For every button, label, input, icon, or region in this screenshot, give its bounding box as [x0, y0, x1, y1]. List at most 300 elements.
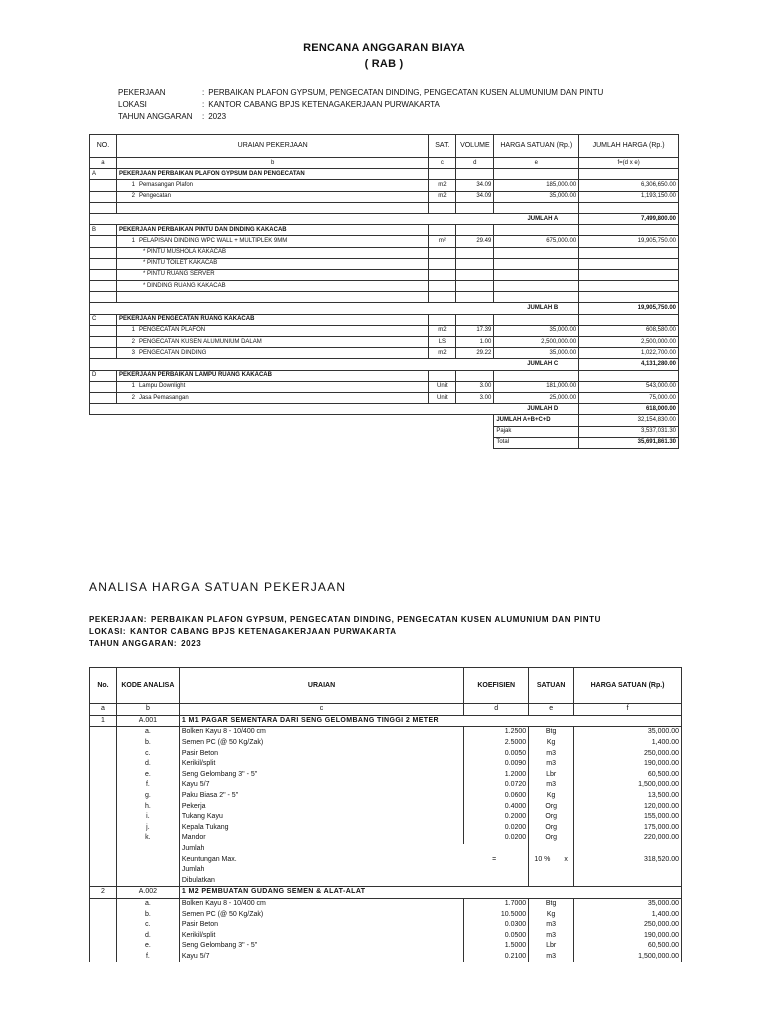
table-cell: HARGA SATUAN (Rp.) — [494, 135, 579, 158]
table-cell — [90, 909, 117, 920]
table-cell — [116, 381, 428, 392]
table-cell: b — [116, 704, 179, 716]
rab-table — [89, 134, 679, 449]
table-cell: 1.2500 — [464, 727, 529, 738]
table-row — [90, 727, 682, 738]
table-cell: m3 — [529, 759, 574, 770]
table-cell: No. — [90, 668, 117, 704]
table-cell: 1.5000 — [464, 941, 529, 952]
table-cell: 608,580.00 — [579, 325, 679, 336]
table-cell — [90, 247, 117, 258]
subtotal-row — [90, 303, 679, 314]
table-cell: d — [456, 158, 494, 169]
table-cell — [90, 437, 494, 448]
table-cell: Semen PC (@ 50 Kg/Zak) — [179, 909, 463, 920]
table-cell — [579, 292, 679, 303]
table-row — [90, 236, 679, 247]
subtotal-row — [90, 359, 679, 370]
table-cell — [579, 202, 679, 213]
table-cell: PEKERJAAN PENGECATAN RUANG KAKACAB — [116, 314, 428, 325]
table-row — [90, 180, 679, 191]
table-cell: Mandor — [179, 833, 463, 844]
table-cell — [90, 727, 117, 738]
table-cell — [116, 865, 179, 876]
table-cell — [90, 337, 117, 348]
table-cell — [494, 314, 579, 325]
table-row — [90, 191, 679, 202]
item-desc: PELAPISAN DINDING WPC WALL + MULTIPLEK 9MM — [138, 237, 288, 244]
item-number: 1 — [131, 181, 135, 188]
item-desc: Pengecatan — [138, 193, 171, 200]
table-cell: 155,000.00 — [574, 812, 682, 823]
table-cell: 250,000.00 — [574, 748, 682, 759]
summary-row — [90, 426, 679, 437]
footer-equals: = — [492, 855, 497, 863]
table-cell: 1 M2 PEMBUATAN GUDANG SEMEN & ALAT-ALAT — [179, 887, 681, 899]
table-cell: 0.2000 — [464, 812, 529, 823]
table-cell: 185,000.00 — [494, 180, 579, 191]
meta-label: TAHUN ANGGARAN — [89, 639, 174, 648]
table-cell — [116, 258, 428, 269]
summary-row — [90, 415, 679, 426]
table-cell: 60,500.00 — [574, 941, 682, 952]
table-cell: A.001 — [116, 715, 179, 727]
table-row — [90, 337, 679, 348]
table-cell: Lbr — [529, 770, 574, 781]
table-cell — [429, 314, 456, 325]
table-cell: 1,400.00 — [574, 738, 682, 749]
table-cell: Semen PC (@ 50 Kg/Zak) — [179, 738, 463, 749]
table-cell — [579, 269, 679, 280]
table-cell: PEKERJAAN PERBAIKAN LAMPU RUANG KAKACAB — [116, 370, 428, 381]
table-row — [90, 823, 682, 834]
table-cell — [90, 770, 117, 781]
table-cell: Total — [494, 437, 579, 448]
table-cell — [90, 348, 117, 359]
meta-separator: : — [202, 100, 205, 109]
item-number: 1 — [131, 237, 135, 244]
table-cell: m² — [429, 236, 456, 247]
table-cell: Kayu 5/7 — [179, 952, 463, 963]
table-cell — [90, 258, 117, 269]
table-header-row — [90, 668, 682, 704]
table-cell — [456, 247, 494, 258]
table-cell: 220,000.00 — [574, 833, 682, 844]
table-cell: NO. — [90, 135, 117, 158]
table-cell: 4,131,280.00 — [579, 359, 679, 370]
ahs-table — [89, 667, 682, 962]
table-row — [90, 348, 679, 359]
table-cell: 1,500,000.00 — [574, 780, 682, 791]
table-cell — [90, 269, 117, 280]
table-cell — [90, 236, 117, 247]
item-desc: PENGECATAN DINDING — [138, 349, 207, 356]
meta-label: PEKERJAAN — [89, 615, 144, 624]
table-cell: Kg — [529, 738, 574, 749]
table-cell — [494, 269, 579, 280]
table-cell: PEKERJAAN PERBAIKAN PLAFON GYPSUM DAN PENGECATAN — [116, 169, 428, 180]
table-cell: c. — [116, 920, 179, 931]
table-cell: 1,400.00 — [574, 909, 682, 920]
table-cell — [529, 876, 574, 887]
table-cell — [90, 812, 117, 823]
table-cell — [90, 876, 117, 887]
meta-row — [89, 614, 601, 626]
footer-desc: Jumlah — [181, 866, 205, 874]
item-desc: Pemasangan Plafon — [138, 181, 193, 188]
table-cell: LS — [429, 337, 456, 348]
table-cell — [529, 854, 574, 865]
table-cell: m2 — [429, 348, 456, 359]
table-cell: 3.00 — [456, 392, 494, 403]
table-row — [90, 325, 679, 336]
meta-label: TAHUN ANGGARAN — [118, 112, 193, 121]
table-cell: 1 — [90, 715, 117, 727]
section-row — [90, 225, 679, 236]
table-cell: 35,000.00 — [494, 325, 579, 336]
table-cell: 1,193,150.00 — [579, 191, 679, 202]
table-cell: Lbr — [529, 941, 574, 952]
table-cell: a. — [116, 727, 179, 738]
item-desc: * PINTU TOILET KAKACAB — [142, 260, 218, 267]
table-cell — [494, 169, 579, 180]
table-cell — [90, 759, 117, 770]
meta-row — [89, 638, 601, 650]
table-cell — [579, 169, 679, 180]
table-cell: c — [179, 704, 463, 716]
table-cell: SATUAN — [529, 668, 574, 704]
table-cell — [90, 191, 117, 202]
table-row — [90, 780, 682, 791]
table-cell: Org — [529, 812, 574, 823]
table-cell: 2 — [90, 887, 117, 899]
table-cell — [574, 844, 682, 855]
table-cell — [579, 247, 679, 258]
table-cell: 35,000.00 — [574, 727, 682, 738]
blank-row — [90, 202, 679, 213]
table-cell — [579, 370, 679, 381]
table-row — [90, 738, 682, 749]
item-number: 1 — [131, 327, 135, 334]
table-cell — [456, 202, 494, 213]
table-cell: m3 — [529, 748, 574, 759]
table-cell — [116, 191, 428, 202]
table-cell — [456, 169, 494, 180]
table-cell — [456, 269, 494, 280]
item-number: 1 — [131, 383, 135, 390]
table-cell: JUMLAH A — [90, 213, 579, 224]
table-cell: Unit — [429, 381, 456, 392]
table-row — [90, 748, 682, 759]
table-cell — [179, 854, 528, 865]
table-cell: JUMLAH A+B+C+D — [494, 415, 579, 426]
table-cell — [429, 225, 456, 236]
table-cell: 25,000.00 — [494, 392, 579, 403]
meta-row — [89, 626, 601, 638]
table-cell — [494, 292, 579, 303]
footer-row — [90, 865, 682, 876]
table-cell — [90, 844, 117, 855]
table-cell: 32,154,830.00 — [579, 415, 679, 426]
table-cell — [429, 292, 456, 303]
table-cell — [90, 952, 117, 963]
table-cell: Seng Gelombang 3" - 5" — [179, 770, 463, 781]
item-number: 2 — [131, 338, 135, 345]
table-row — [90, 941, 682, 952]
table-cell: b. — [116, 738, 179, 749]
table-row — [90, 258, 679, 269]
table-cell: 1.2000 — [464, 770, 529, 781]
table-cell — [90, 325, 117, 336]
table-cell: f — [574, 704, 682, 716]
table-cell — [116, 202, 428, 213]
table-cell — [90, 865, 117, 876]
table-cell: Kerikil/split — [179, 759, 463, 770]
table-cell — [90, 930, 117, 941]
table-cell — [494, 202, 579, 213]
table-cell: Pekerja — [179, 801, 463, 812]
table-cell — [116, 348, 428, 359]
table-code-row — [90, 704, 682, 716]
footer-percent: 10 % — [534, 855, 551, 863]
table-cell: 35,000.00 — [574, 898, 682, 909]
table-cell: Kg — [529, 791, 574, 802]
table-cell: 175,000.00 — [574, 823, 682, 834]
table-row — [90, 952, 682, 963]
table-cell: Bolken Kayu 8 - 10/400 cm — [179, 727, 463, 738]
table-row — [90, 801, 682, 812]
table-cell — [90, 791, 117, 802]
table-cell: 318,520.00 — [574, 854, 682, 865]
table-cell: 19,905,750.00 — [579, 236, 679, 247]
table-cell: 543,000.00 — [579, 381, 679, 392]
meta-value: 2023 — [208, 112, 227, 121]
table-cell: Kg — [529, 909, 574, 920]
item-desc: Jasa Pemasangan — [138, 394, 189, 401]
meta-row — [118, 99, 603, 111]
table-cell — [116, 281, 428, 292]
rab-subtitle: ( RAB ) — [364, 58, 404, 70]
group-row — [90, 715, 682, 727]
table-cell: 0.0200 — [464, 833, 529, 844]
table-cell — [579, 225, 679, 236]
table-code-row — [90, 158, 679, 169]
item-desc: PENGECATAN PLAFON — [138, 327, 206, 334]
table-cell — [116, 247, 428, 258]
table-cell — [494, 281, 579, 292]
table-cell — [116, 854, 179, 865]
table-row — [90, 281, 679, 292]
table-cell: m2 — [429, 325, 456, 336]
table-cell: 0.2100 — [464, 952, 529, 963]
item-number: 2 — [131, 394, 135, 401]
meta-value: KANTOR CABANG BPJS KETENAGAKERJAAN PURWAKARTA — [208, 100, 440, 109]
table-cell — [90, 748, 117, 759]
table-cell: Paku Biasa 2" - 5" — [179, 791, 463, 802]
table-cell — [116, 180, 428, 191]
ahs-title: ANALISA HARGA SATUAN PEKERJAAN — [89, 580, 347, 594]
ahs-meta — [89, 614, 601, 650]
footer-row — [90, 844, 682, 855]
table-cell — [429, 281, 456, 292]
table-cell — [456, 314, 494, 325]
table-cell — [456, 281, 494, 292]
table-row — [90, 833, 682, 844]
table-cell: 7,499,800.00 — [579, 213, 679, 224]
table-cell: 35,000.00 — [494, 348, 579, 359]
table-cell: m3 — [529, 952, 574, 963]
table-cell: JUMLAH D — [90, 404, 579, 415]
table-cell: Pasir Beton — [179, 748, 463, 759]
table-cell: Unit — [429, 392, 456, 403]
table-cell — [429, 202, 456, 213]
table-cell: HARGA SATUAN (Rp.) — [574, 668, 682, 704]
table-cell: VOLUME — [456, 135, 494, 158]
table-cell: 6,306,650.00 — [579, 180, 679, 191]
table-row — [90, 812, 682, 823]
table-cell — [429, 258, 456, 269]
table-cell — [90, 833, 117, 844]
table-cell: m2 — [429, 191, 456, 202]
table-cell: f=(d x e) — [579, 158, 679, 169]
table-cell: 1.7000 — [464, 898, 529, 909]
item-desc: * DINDING RUANG KAKACAB — [142, 282, 226, 289]
table-cell: 0.0300 — [464, 920, 529, 931]
table-cell — [90, 292, 117, 303]
table-cell — [90, 854, 117, 865]
rab-title: RENCANA ANGGARAN BIAYA — [303, 42, 465, 54]
blank-row — [90, 292, 679, 303]
table-cell: 34.09 — [456, 191, 494, 202]
table-cell: d. — [116, 930, 179, 941]
table-cell — [529, 844, 574, 855]
table-cell — [574, 865, 682, 876]
table-cell: j. — [116, 823, 179, 834]
table-cell — [116, 292, 428, 303]
table-cell: 190,000.00 — [574, 759, 682, 770]
table-cell — [116, 236, 428, 247]
table-cell — [456, 370, 494, 381]
meta-separator: : — [143, 615, 148, 624]
table-cell: 0.0500 — [464, 930, 529, 941]
table-cell — [90, 801, 117, 812]
table-cell: C — [90, 314, 117, 325]
table-row — [90, 269, 679, 280]
table-cell: m3 — [529, 920, 574, 931]
table-cell: 13,500.00 — [574, 791, 682, 802]
table-cell: 10.5000 — [464, 909, 529, 920]
table-cell: 120,000.00 — [574, 801, 682, 812]
table-cell — [579, 258, 679, 269]
table-header-row — [90, 135, 679, 158]
table-cell: 35,000.00 — [494, 191, 579, 202]
section-row — [90, 169, 679, 180]
table-cell: Btg — [529, 898, 574, 909]
subtotal-row — [90, 404, 679, 415]
table-cell — [574, 876, 682, 887]
footer-row — [90, 854, 682, 865]
table-cell: KOEFISIEN — [464, 668, 529, 704]
table-cell — [116, 392, 428, 403]
table-cell: JUMLAH C — [90, 359, 579, 370]
table-cell: 2.5000 — [464, 738, 529, 749]
table-cell: a — [90, 158, 117, 169]
table-cell — [90, 202, 117, 213]
section-row — [90, 314, 679, 325]
table-row — [90, 909, 682, 920]
table-cell — [456, 258, 494, 269]
table-row — [90, 770, 682, 781]
item-desc: PENGECATAN KUSEN ALUMUNIUM DALAM — [138, 338, 262, 345]
table-row — [90, 381, 679, 392]
table-cell: Btg — [529, 727, 574, 738]
table-cell — [456, 225, 494, 236]
table-cell: Pajak — [494, 426, 579, 437]
table-cell: 17.39 — [456, 325, 494, 336]
table-cell: 2,500,000.00 — [579, 337, 679, 348]
rab-meta — [118, 87, 603, 123]
table-cell: 3,537,031.30 — [579, 426, 679, 437]
table-cell: 0.0200 — [464, 823, 529, 834]
table-cell — [494, 225, 579, 236]
meta-value: PERBAIKAN PLAFON GYPSUM, PENGECATAN DINDING, PENGECATAN KUSEN ALUMUNIUM DAN PINTU — [151, 615, 601, 624]
table-cell: b — [116, 158, 428, 169]
table-cell: A.002 — [116, 887, 179, 899]
meta-row — [118, 111, 603, 123]
table-cell — [90, 426, 494, 437]
table-cell — [116, 269, 428, 280]
table-cell: Kepala Tukang — [179, 823, 463, 834]
footer-desc: Jumlah — [181, 845, 205, 853]
table-cell — [90, 780, 117, 791]
table-cell: 19,905,750.00 — [579, 303, 679, 314]
footer-x: x — [564, 855, 568, 863]
table-cell: 29.49 — [456, 236, 494, 247]
table-cell — [579, 281, 679, 292]
table-cell: 60,500.00 — [574, 770, 682, 781]
table-cell: PEKERJAAN PERBAIKAN PINTU DAN DINDING KAKACAB — [116, 225, 428, 236]
table-cell: e. — [116, 770, 179, 781]
table-cell: Kayu 5/7 — [179, 780, 463, 791]
table-cell: 0.0720 — [464, 780, 529, 791]
table-cell: 0.0050 — [464, 748, 529, 759]
table-cell: Pasir Beton — [179, 920, 463, 931]
table-cell: m3 — [529, 780, 574, 791]
meta-separator: : — [202, 112, 205, 121]
meta-separator: : — [173, 639, 178, 648]
table-cell — [179, 865, 528, 876]
table-cell — [90, 180, 117, 191]
table-cell: 1 M1 PAGAR SEMENTARA DARI SENG GELOMBANG TINGGI 2 METER — [179, 715, 681, 727]
table-cell: e — [494, 158, 579, 169]
meta-label: LOKASI — [118, 100, 147, 109]
item-desc: Lampu Downlight — [138, 383, 186, 390]
table-cell: g. — [116, 791, 179, 802]
meta-separator: : — [202, 88, 205, 97]
table-cell: h. — [116, 801, 179, 812]
table-cell — [90, 281, 117, 292]
table-cell — [116, 337, 428, 348]
table-cell — [90, 738, 117, 749]
table-cell: a — [90, 704, 117, 716]
table-cell — [494, 370, 579, 381]
table-cell: 1,022,700.00 — [579, 348, 679, 359]
table-cell: Seng Gelombang 3" - 5" — [179, 941, 463, 952]
meta-separator: : — [122, 627, 127, 636]
table-row — [90, 930, 682, 941]
table-cell: 35,691,861.30 — [579, 437, 679, 448]
summary-row — [90, 437, 679, 448]
